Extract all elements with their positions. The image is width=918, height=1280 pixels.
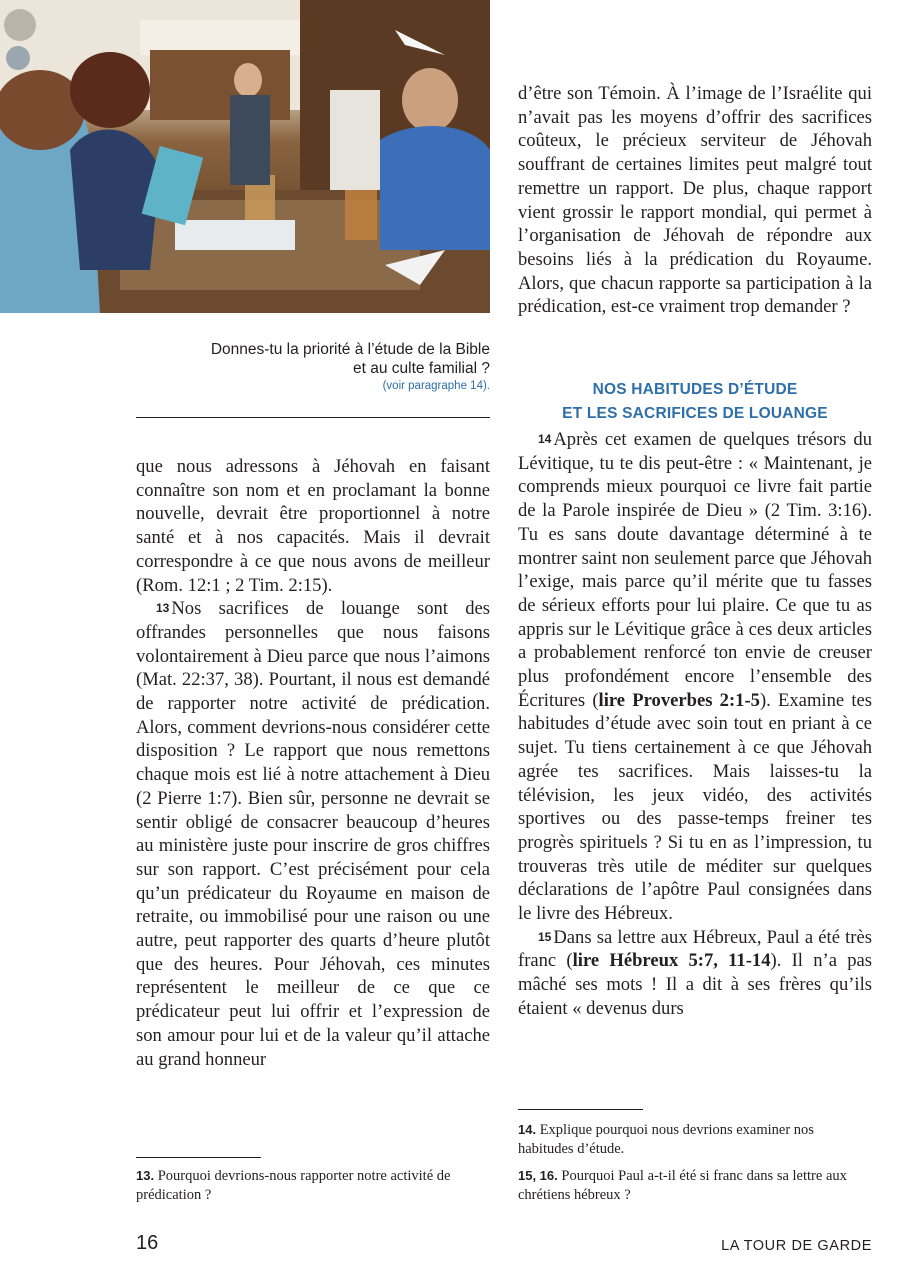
left-column [136,455,490,1071]
section-subheading [518,378,872,426]
subheading-line-1: NOS HABITUDES D’ÉTUDE [592,381,798,398]
paragraph-13-continued: d’être son Témoin. À l’image de l’Israélite qui n’avait pas les moyens d’offrir des sacrifices coûteux, le précieux serviteur de Jéhovah souffrant de certaines limites peut malgré tout remettre un rapport. De plus, chaque rapport vient grossir le rapport mondial, qui permet à l’organisation de Jéhovah de répondre aux besoins liés à la prédication du Royaume. Alors, que chacun rapporte sa participation à la prédication, est-ce vraiment trop demander ? [518,83,872,318]
paragraph-15 [518,926,872,1021]
paragraph-13-text: Nos sacrifices de louange sont des offrandes personnelles que nous faisons volontairement à Dieu parce que nous l’aimons (Mat. 22:37, 38). Pourtant, il nous est demandé de rapporter notre activité de prédication. Alors, comment devrions-nous considérer cette disposition ? Le rapport que nous remettons chaque mois est lié à notre attachement à Dieu (2 Pierre 1:7). Bien sûr, personne ne devrait se sentir obligé de consacrer beaucoup d’heures au ministère juste pour inscrire de gros chiffres sur son rapport. C’est précisément pour cela qu’un prédicateur du Royaume en maison de retraite, ou immobilisé pour une raison ou une autre, peut rapporter des quarts d’heure plutôt que des heures. Pour Jéhovah, ces minutes représentent le meilleur de ce que ce prédicateur peut lui offrir et l’expression de son amour pour lui et de la valeur qu’il attache au grand honneur [136,598,490,1070]
scripture-reference-hebrews: lire Hébreux 5:7, 11-14 [572,950,771,972]
family-study-photo [0,0,490,313]
footnote-divider-left [136,1157,261,1158]
footnote-14 [518,1120,872,1159]
paragraph-number-15: 15 [538,929,552,944]
caption-divider [136,417,490,418]
paragraph-12-continued: que nous adressons à Jéhovah en faisant connaître son nom et en proclamant la bonne nouvelle, devrait être proportionnel à notre santé et à nos capacités. Mais il devrait correspondre à ce que nous avons de meilleur (Rom. 12:1 ; 2 Tim. 2:15). [136,456,490,596]
paragraph-number-13: 13 [156,601,170,616]
photo-caption [110,340,490,392]
page-number: 16 [136,1232,159,1254]
caption-line-2: et au culte familial ? [353,360,490,377]
footnote-13-text: Pourquoi devrions-nous rapporter notre activité de prédication ? [136,1168,451,1203]
footnote-13 [136,1166,490,1205]
paragraph-14-text-a: Après cet examen de quelques trésors du Lévitique, tu te dis peut-être : « Maintenant, je comprends mieux pourquoi ce livre fait partie de la Parole inspirée de Dieu » (2 Tim. 3:16). Tu es sans doute davantage déterminé à te montrer saint non seulement parce que Jéhovah l’exige, mais parce qu’il mérite que tu fasses de sérieux efforts pour lui plaire. Ce que tu as appris sur le Lévitique grâce à ces deux articles a probablement renforcé ton envie de creuser plus profondément encore l’ensemble des Écritures ( [518,429,872,711]
paragraph-number-14: 14 [538,432,552,446]
footnote-15-16-number: 15, 16. [518,1168,558,1183]
caption-line-1: Donnes-tu la priorité à l’étude de la Bible [210,341,490,358]
footnote-15-16 [518,1166,872,1205]
running-title: LA TOUR DE GARDE [721,1238,872,1254]
footnote-14-text: Explique pourquoi nous devrions examiner nos habitudes d’étude. [518,1122,814,1157]
scripture-reference-proverbs: lire Proverbes 2:1-5 [598,689,760,711]
paragraph-15-text-b: ). Il n’a pas mâché ses mots ! Il a dit à ses frères qu’ils étaient « devenus durs [518,950,872,1019]
paragraph-13 [136,597,490,1071]
right-column-bottom [518,428,872,1021]
paragraph-14 [518,428,872,926]
right-column-top [518,82,872,319]
footnote-15-16-text: Pourquoi Paul a-t-il été si franc dans sa lettre aux chrétiens hébreux ? [518,1168,847,1203]
paragraph-15-text-a: Dans sa lettre aux Hébreux, Paul a été très franc ( [518,926,872,972]
footnote-14-number: 14. [518,1122,537,1137]
footnote-13-number: 13. [136,1168,155,1183]
caption-reference: (voir paragraphe 14). [382,380,490,392]
footnote-divider-right [518,1109,643,1110]
subheading-line-2: ET LES SACRIFICES DE LOUANGE [562,405,828,422]
paragraph-14-text-b: ). Examine tes habitudes d’étude avec soin tout en priant à ce sujet. Tu tiens certainement à ce que Jéhovah agrée tes sacrifices. Mais laisses-tu la télévision, les jeux vidéo, des activités sportives ou des passe-temps freiner tes progrès spirituels ? Si tu en as l’impression, tu trouveras très utile de méditer sur quelques déclarations de l’apôtre Paul consignées dans le livre des Hébreux. [518,689,872,925]
